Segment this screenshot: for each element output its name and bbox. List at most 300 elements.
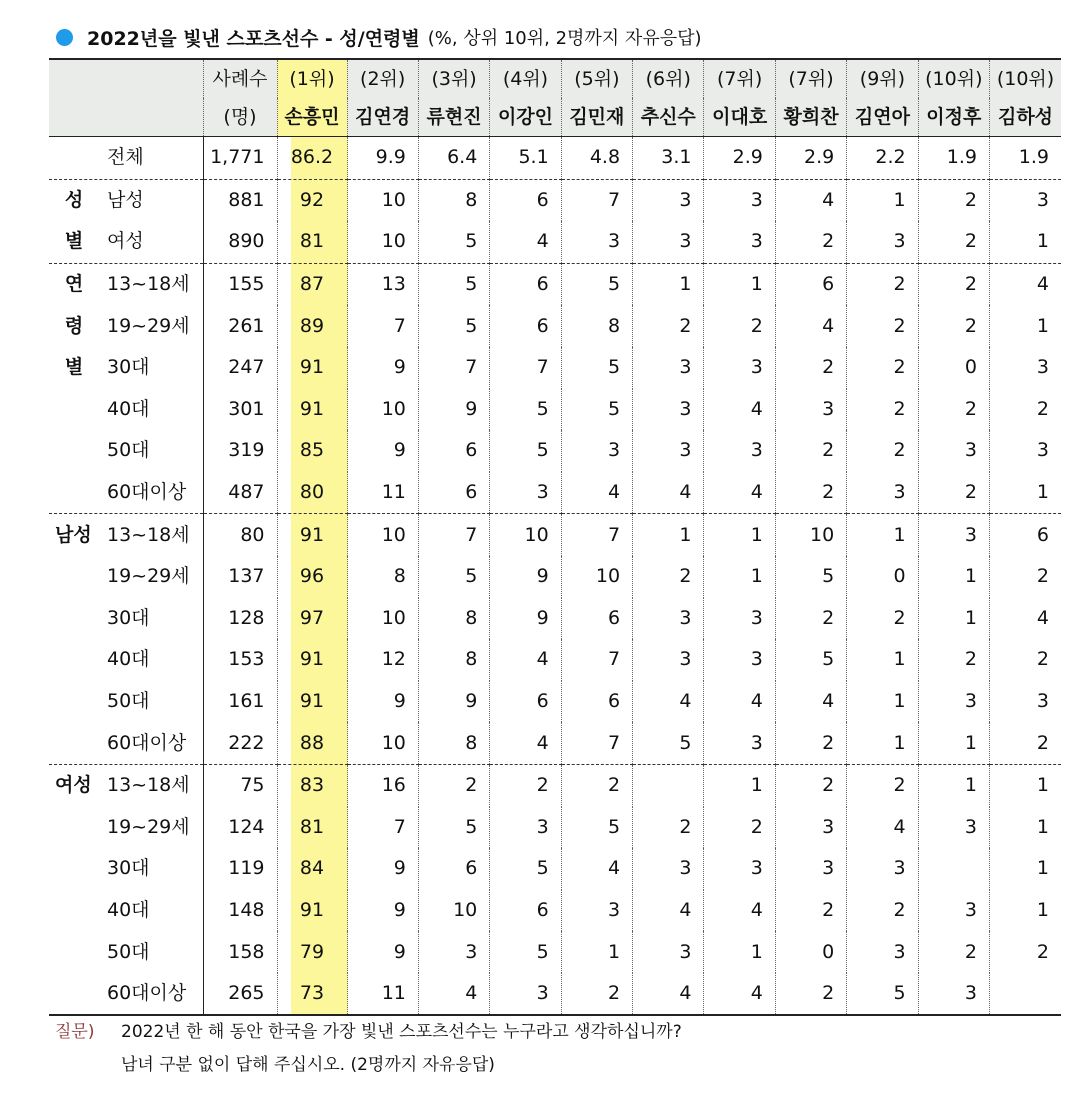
header-rank-1: (1위): [277, 59, 347, 98]
value-cell: 1: [704, 514, 775, 556]
header-rank-row: [49, 59, 1061, 98]
value-cell: 3.1: [633, 137, 704, 180]
value-cell: 4: [633, 890, 704, 932]
row-label: [49, 681, 203, 723]
value-cell: 4: [704, 472, 775, 514]
value-cell: 3: [847, 221, 918, 263]
row-label: [49, 472, 203, 514]
value-cell: 6: [990, 514, 1061, 556]
header-athlete-6: 추신수: [633, 98, 704, 137]
value-cell: 6: [418, 430, 489, 472]
value-cell: 4: [561, 472, 632, 514]
value-cell: 9: [347, 430, 418, 472]
row-category: 60대이상: [107, 481, 187, 504]
value-cell: 7: [561, 179, 632, 221]
value-cell: 4: [704, 389, 775, 431]
table-row: [49, 347, 1061, 389]
value-cell: 3: [418, 931, 489, 973]
value-cell: 1: [990, 807, 1061, 849]
header-rank-4: (4위): [490, 59, 561, 98]
value-cell: 10: [347, 514, 418, 556]
value-cell: 10: [418, 890, 489, 932]
value-cell: 2: [775, 472, 846, 514]
value-cell: 6: [418, 848, 489, 890]
value-cell: 5: [847, 973, 918, 1016]
value-cell: 84: [277, 848, 347, 890]
value-cell: 3: [633, 931, 704, 973]
value-cell: 2: [775, 890, 846, 932]
table-row: [49, 807, 1061, 849]
row-group: 연: [64, 273, 84, 296]
value-cell: 3: [918, 890, 989, 932]
value-cell: 2: [918, 179, 989, 221]
row-category: 여성: [107, 230, 144, 253]
value-cell: 7: [418, 347, 489, 389]
value-cell: 1: [847, 514, 918, 556]
row-category: 13~18세: [107, 523, 190, 546]
value-cell: 2: [990, 389, 1061, 431]
row-label: [49, 722, 203, 764]
value-cell: [990, 973, 1061, 1016]
value-cell: 91: [277, 347, 347, 389]
value-cell: 6.4: [418, 137, 489, 180]
value-cell: 3: [704, 722, 775, 764]
value-cell: 80: [277, 472, 347, 514]
value-cell: 3: [918, 514, 989, 556]
value-cell: 1: [847, 681, 918, 723]
value-cell: 3: [990, 681, 1061, 723]
question-label: 질문): [55, 1022, 95, 1042]
value-cell: 2: [918, 305, 989, 347]
value-cell: 4: [633, 973, 704, 1016]
row-category: 40대: [107, 898, 150, 921]
row-category: 19~29세: [107, 565, 190, 588]
sample-size: 1,771: [203, 137, 277, 180]
value-cell: 3: [561, 221, 632, 263]
row-label: [49, 347, 203, 389]
header-unit: (명): [203, 98, 277, 137]
row-label: [49, 137, 203, 180]
value-cell: 0: [775, 931, 846, 973]
value-cell: 6: [561, 681, 632, 723]
row-label: [49, 179, 203, 221]
value-cell: 1: [990, 305, 1061, 347]
value-cell: 2: [561, 764, 632, 806]
value-cell: 2: [847, 263, 918, 305]
question-note: [55, 1016, 682, 1082]
value-cell: 1: [633, 514, 704, 556]
header-name-row: [49, 98, 1061, 137]
value-cell: 2: [990, 639, 1061, 681]
value-cell: 9: [347, 931, 418, 973]
value-cell: 5: [775, 639, 846, 681]
value-cell: 3: [847, 931, 918, 973]
sample-size: 75: [203, 764, 277, 806]
value-cell: 5: [633, 722, 704, 764]
header-athlete-11: 김하성: [990, 98, 1061, 137]
header-athlete-7: 이대호: [704, 98, 775, 137]
row-label: [49, 973, 203, 1016]
value-cell: 83: [277, 764, 347, 806]
value-cell: 7: [347, 305, 418, 347]
value-cell: 3: [633, 848, 704, 890]
row-category: 13~18세: [107, 273, 190, 296]
value-cell: 91: [277, 514, 347, 556]
sample-size: 890: [203, 221, 277, 263]
value-cell: 1: [918, 598, 989, 640]
value-cell: 7: [347, 807, 418, 849]
sample-size: 158: [203, 931, 277, 973]
header-athlete-4: 이강인: [490, 98, 561, 137]
row-category: 50대: [107, 439, 150, 462]
value-cell: 10: [347, 389, 418, 431]
sample-size: 222: [203, 722, 277, 764]
table-row: [49, 179, 1061, 221]
row-category: 남성: [107, 188, 144, 211]
sample-size: 128: [203, 598, 277, 640]
value-cell: 1: [847, 179, 918, 221]
table-row: [49, 263, 1061, 305]
row-category: 40대: [107, 397, 150, 420]
header-rank-9: (9위): [847, 59, 918, 98]
value-cell: 7: [561, 514, 632, 556]
header-athlete-9: 김연아: [847, 98, 918, 137]
table-row: [49, 639, 1061, 681]
value-cell: 12: [347, 639, 418, 681]
value-cell: 4: [490, 221, 561, 263]
value-cell: 4: [490, 722, 561, 764]
table-row: [49, 556, 1061, 598]
value-cell: 8: [418, 598, 489, 640]
value-cell: 5: [490, 430, 561, 472]
value-cell: 10: [775, 514, 846, 556]
value-cell: 9: [347, 681, 418, 723]
row-label: [49, 389, 203, 431]
value-cell: 3: [918, 807, 989, 849]
header-rank-7: (7위): [704, 59, 775, 98]
value-cell: 91: [277, 681, 347, 723]
row-group: 령: [64, 314, 84, 337]
value-cell: 5: [490, 389, 561, 431]
sample-size: 301: [203, 389, 277, 431]
question-line-2: 남녀 구분 없이 답해 주십시오. (2명까지 자유응답): [121, 1055, 495, 1075]
value-cell: 2: [704, 305, 775, 347]
header-athlete-5: 김민재: [561, 98, 632, 137]
header-rank-2: (2위): [347, 59, 418, 98]
value-cell: 1: [704, 764, 775, 806]
value-cell: 8: [418, 722, 489, 764]
value-cell: 10: [347, 722, 418, 764]
value-cell: 3: [704, 848, 775, 890]
value-cell: 3: [633, 347, 704, 389]
value-cell: 2: [418, 764, 489, 806]
sample-size: 881: [203, 179, 277, 221]
sample-size: 124: [203, 807, 277, 849]
value-cell: 0: [918, 347, 989, 389]
value-cell: 1: [990, 848, 1061, 890]
header-rank-0: 사례수: [203, 59, 277, 98]
value-cell: 5: [490, 931, 561, 973]
value-cell: 88: [277, 722, 347, 764]
value-cell: 4: [633, 681, 704, 723]
bullet-icon: [56, 29, 73, 46]
value-cell: 2.9: [775, 137, 846, 180]
row-category: 19~29세: [107, 815, 190, 838]
value-cell: 2: [847, 305, 918, 347]
value-cell: 1: [704, 556, 775, 598]
header-athlete-3: 류현진: [418, 98, 489, 137]
value-cell: 8: [561, 305, 632, 347]
value-cell: 91: [277, 890, 347, 932]
value-cell: 1.9: [990, 137, 1061, 180]
value-cell: 9: [418, 681, 489, 723]
value-cell: 5: [418, 305, 489, 347]
value-cell: 2: [990, 931, 1061, 973]
row-category: 30대: [107, 356, 150, 379]
value-cell: 5: [561, 347, 632, 389]
value-cell: 3: [847, 472, 918, 514]
value-cell: 7: [561, 639, 632, 681]
header-athlete-1: 손흥민: [277, 98, 347, 137]
sample-size: 247: [203, 347, 277, 389]
value-cell: 2: [775, 347, 846, 389]
row-group: 성: [64, 188, 84, 211]
header-athlete-8: 황희찬: [775, 98, 846, 137]
value-cell: 2: [847, 389, 918, 431]
value-cell: 3: [918, 430, 989, 472]
sample-size: 80: [203, 514, 277, 556]
row-label: [49, 639, 203, 681]
row-category: 19~29세: [107, 314, 190, 337]
table-row: [49, 472, 1061, 514]
table-row: [49, 848, 1061, 890]
table-body: [49, 137, 1061, 1016]
value-cell: 4: [418, 973, 489, 1016]
value-cell: 3: [775, 807, 846, 849]
row-label: [49, 556, 203, 598]
value-cell: 4: [704, 890, 775, 932]
value-cell: [918, 848, 989, 890]
value-cell: 2: [775, 764, 846, 806]
value-cell: 1.9: [918, 137, 989, 180]
value-cell: 3: [775, 848, 846, 890]
value-cell: 3: [990, 179, 1061, 221]
value-cell: 3: [561, 890, 632, 932]
value-cell: 91: [277, 389, 347, 431]
value-cell: 2: [918, 221, 989, 263]
value-cell: 86.2: [277, 137, 347, 180]
value-cell: 4: [990, 263, 1061, 305]
value-cell: 2: [633, 807, 704, 849]
header-rank-10: (10위): [918, 59, 989, 98]
value-cell: 9: [347, 347, 418, 389]
value-cell: 2: [561, 973, 632, 1016]
table-row: [49, 931, 1061, 973]
table-row: [49, 973, 1061, 1016]
row-category: 전체: [107, 146, 144, 169]
value-cell: 2: [847, 347, 918, 389]
value-cell: 10: [561, 556, 632, 598]
table-row: [49, 598, 1061, 640]
value-cell: 1: [918, 556, 989, 598]
value-cell: 2: [775, 722, 846, 764]
row-category: 30대: [107, 606, 150, 629]
value-cell: 9.9: [347, 137, 418, 180]
value-cell: 2: [990, 722, 1061, 764]
sample-size: 153: [203, 639, 277, 681]
table-row: [49, 764, 1061, 806]
value-cell: 1: [918, 722, 989, 764]
value-cell: 6: [490, 890, 561, 932]
row-category: 60대이상: [107, 982, 187, 1005]
table-row: [49, 890, 1061, 932]
value-cell: 2: [847, 764, 918, 806]
value-cell: 5: [561, 263, 632, 305]
value-cell: 3: [704, 598, 775, 640]
value-cell: 6: [490, 681, 561, 723]
header-rank-6: (6위): [633, 59, 704, 98]
value-cell: 2: [775, 221, 846, 263]
row-group: 여성: [55, 774, 92, 797]
value-cell: 10: [347, 598, 418, 640]
value-cell: 3: [918, 681, 989, 723]
value-cell: 8: [347, 556, 418, 598]
value-cell: 13: [347, 263, 418, 305]
value-cell: 1: [704, 931, 775, 973]
value-cell: 4.8: [561, 137, 632, 180]
value-cell: 1: [847, 722, 918, 764]
value-cell: 6: [490, 263, 561, 305]
sample-size: 261: [203, 305, 277, 347]
value-cell: 3: [561, 430, 632, 472]
header-rank-8: (7위): [775, 59, 846, 98]
sample-size: 137: [203, 556, 277, 598]
value-cell: 5: [418, 556, 489, 598]
value-cell: 5: [775, 556, 846, 598]
row-category: 60대이상: [107, 731, 187, 754]
value-cell: 6: [561, 598, 632, 640]
row-label: [49, 221, 203, 263]
value-cell: 1: [918, 764, 989, 806]
value-cell: 6: [418, 472, 489, 514]
header-corner: [49, 98, 203, 137]
value-cell: 3: [918, 973, 989, 1016]
header-corner: [49, 59, 203, 98]
value-cell: 9: [347, 890, 418, 932]
header-athlete-10: 이정후: [918, 98, 989, 137]
value-cell: 7: [490, 347, 561, 389]
value-cell: 1: [990, 764, 1061, 806]
value-cell: 4: [704, 681, 775, 723]
value-cell: 4: [490, 639, 561, 681]
value-cell: 2: [918, 389, 989, 431]
value-cell: 2: [847, 430, 918, 472]
value-cell: 3: [704, 179, 775, 221]
value-cell: 2: [847, 890, 918, 932]
value-cell: 5: [561, 389, 632, 431]
table-row: [49, 305, 1061, 347]
row-label: [49, 764, 203, 806]
value-cell: 73: [277, 973, 347, 1016]
value-cell: 2: [633, 556, 704, 598]
value-cell: 6: [775, 263, 846, 305]
value-cell: 7: [418, 514, 489, 556]
table-title: [56, 22, 702, 52]
header-athlete-2: 김연경: [347, 98, 418, 137]
row-label: [49, 430, 203, 472]
value-cell: 4: [775, 681, 846, 723]
value-cell: 92: [277, 179, 347, 221]
value-cell: 1: [847, 639, 918, 681]
table-row: [49, 430, 1061, 472]
row-category: 50대: [107, 690, 150, 713]
row-group: 별: [64, 230, 84, 253]
value-cell: 3: [633, 639, 704, 681]
value-cell: 2: [775, 973, 846, 1016]
row-label: [49, 807, 203, 849]
value-cell: 2: [633, 305, 704, 347]
value-cell: 3: [633, 598, 704, 640]
row-category: 13~18세: [107, 774, 190, 797]
value-cell: 1: [990, 472, 1061, 514]
row-label: [49, 848, 203, 890]
value-cell: [633, 764, 704, 806]
question-line-1: 2022년 한 해 동안 한국을 가장 빛낸 스포츠선수는 누구라고 생각하십니까?: [121, 1022, 682, 1042]
row-label: [49, 305, 203, 347]
value-cell: 3: [490, 472, 561, 514]
title-main: 2022년을 빛낸 스포츠선수 - 성/연령별: [87, 27, 420, 50]
value-cell: 5.1: [490, 137, 561, 180]
value-cell: 10: [347, 221, 418, 263]
table-row: [49, 389, 1061, 431]
value-cell: 1: [633, 263, 704, 305]
value-cell: 2.2: [847, 137, 918, 180]
value-cell: 97: [277, 598, 347, 640]
value-cell: 81: [277, 221, 347, 263]
table-row: [49, 137, 1061, 180]
results-table-wrapper: [49, 58, 1061, 1016]
value-cell: 1: [561, 931, 632, 973]
value-cell: 7: [561, 722, 632, 764]
value-cell: 3: [704, 347, 775, 389]
value-cell: 11: [347, 472, 418, 514]
results-table: [49, 58, 1061, 1016]
value-cell: 79: [277, 931, 347, 973]
value-cell: 5: [561, 807, 632, 849]
value-cell: 2: [775, 598, 846, 640]
value-cell: 96: [277, 556, 347, 598]
sample-size: 487: [203, 472, 277, 514]
table-row: [49, 722, 1061, 764]
value-cell: 3: [490, 807, 561, 849]
value-cell: 87: [277, 263, 347, 305]
sample-size: 161: [203, 681, 277, 723]
sample-size: 119: [203, 848, 277, 890]
value-cell: 8: [418, 179, 489, 221]
value-cell: 4: [990, 598, 1061, 640]
value-cell: 11: [347, 973, 418, 1016]
value-cell: 3: [633, 179, 704, 221]
value-cell: 4: [633, 472, 704, 514]
value-cell: 3: [775, 389, 846, 431]
value-cell: 10: [347, 179, 418, 221]
value-cell: 3: [633, 389, 704, 431]
row-category: 50대: [107, 940, 150, 963]
value-cell: 3: [990, 430, 1061, 472]
value-cell: 5: [418, 807, 489, 849]
row-label: [49, 263, 203, 305]
value-cell: 85: [277, 430, 347, 472]
